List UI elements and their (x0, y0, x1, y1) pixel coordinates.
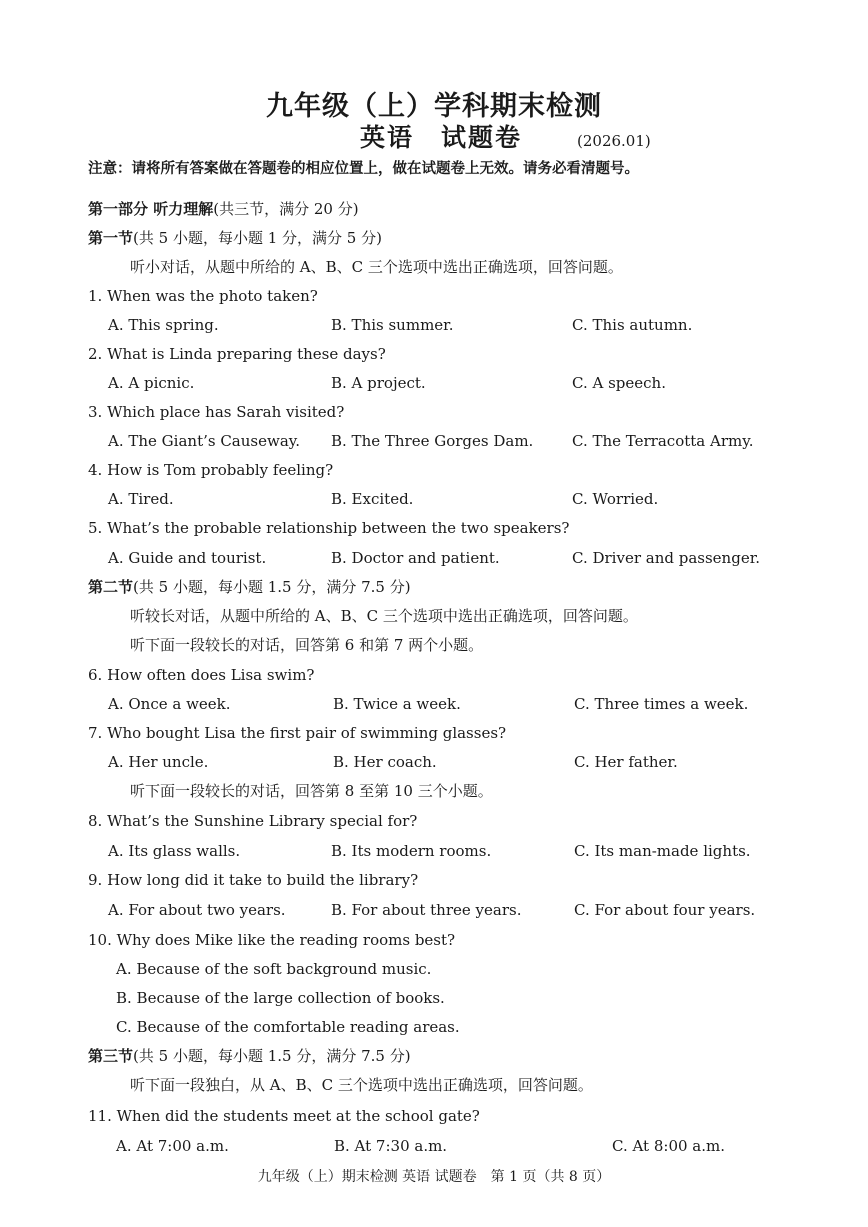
section3-heading-paren: (共 5 小题，每小题 1.5 分，满分 7.5 分) (133, 1047, 411, 1065)
question-2-option-a: A. A picnic. (108, 374, 195, 392)
question-5-option-a: A. Guide and tourist. (108, 549, 267, 567)
question-9-option-b: B. For about three years. (331, 901, 522, 919)
question-6-stem: 6. How often does Lisa swim? (88, 666, 315, 684)
question-6-option-c: C. Three times a week. (574, 695, 749, 713)
question-11-stem: 11. When did the students meet at the school gate? (88, 1107, 480, 1125)
question-10-stem: 10. Why does Mike like the reading rooms best? (88, 931, 456, 949)
section1-heading (88, 228, 848, 248)
section2-heading-text: 第二节 (88, 578, 134, 596)
question-4-option-a: A. Tired. (108, 490, 174, 508)
question-10-option-b: B. Because of the large collection of books. (116, 989, 445, 1007)
subtitle-row (360, 118, 820, 154)
question-7-option-a: A. Her uncle. (108, 753, 209, 771)
section3-heading (88, 1046, 848, 1066)
question-8-option-c: C. Its man-made lights. (574, 842, 751, 860)
section2-heading-paren: (共 5 小题，每小题 1.5 分，满分 7.5 分) (133, 578, 411, 596)
section2-heading (88, 577, 848, 597)
question-10-option-c: C. Because of the comfortable reading areas. (116, 1018, 460, 1036)
question-4-option-c: C. Worried. (572, 490, 659, 508)
question-10-option-a: A. Because of the soft background music. (116, 960, 432, 978)
question-8-option-a: A. Its glass walls. (108, 842, 241, 860)
question-3-option-c: C. The Terracotta Army. (572, 432, 754, 450)
question-5-option-b: B. Doctor and patient. (331, 549, 500, 567)
question-9-option-c: C. For about four years. (574, 901, 756, 919)
page-title: 九年级（上）学科期末检测 (266, 91, 602, 122)
question-1-option-b: B. This summer. (331, 316, 454, 334)
section1-instruction: 听小对话，从题中所给的 A、B、C 三个选项中选出正确选项，回答问题。 (130, 258, 623, 276)
section3-heading-text: 第三节 (88, 1047, 134, 1065)
question-4-option-b: B. Excited. (331, 490, 414, 508)
section2-dialog1-instruction: 听下面一段较长的对话，回答第 6 和第 7 两个小题。 (130, 636, 484, 654)
question-7-option-c: C. Her father. (574, 753, 678, 771)
question-6-option-a: A. Once a week. (108, 695, 231, 713)
part1-heading-text: 第一部分 听力理解 (88, 200, 214, 218)
question-1-option-c: C. This autumn. (572, 316, 693, 334)
part1-heading-paren: (共三节，满分 20 分) (213, 200, 359, 218)
question-5-stem: 5. What’s the probable relationship between the two speakers? (88, 519, 570, 537)
question-11-option-c: C. At 8:00 a.m. (612, 1137, 725, 1155)
section2-instruction: 听较长对话，从题中所给的 A、B、C 三个选项中选出正确选项，回答问题。 (130, 607, 638, 625)
question-1-stem: 1. When was the photo taken? (88, 287, 318, 305)
question-3-stem: 3. Which place has Sarah visited? (88, 403, 345, 421)
section1-heading-paren: (共 5 小题，每小题 1 分，满分 5 分) (133, 229, 382, 247)
question-1-option-a: A. This spring. (108, 316, 219, 334)
question-8-stem: 8. What’s the Sunshine Library special for? (88, 812, 418, 830)
question-2-stem: 2. What is Linda preparing these days? (88, 345, 386, 363)
section3-instruction: 听下面一段独白，从 A、B、C 三个选项中选出正确选项，回答问题。 (130, 1076, 593, 1094)
exam-notice: 注意：请将所有答案做在答题卷的相应位置上，做在试题卷上无效。请务必看清题号。 (88, 160, 639, 177)
question-9-stem: 9. How long did it take to build the library? (88, 871, 419, 889)
question-7-option-b: B. Her coach. (333, 753, 437, 771)
question-9-option-a: A. For about two years. (108, 901, 286, 919)
page-subtitle: 英语 试题卷 (360, 123, 523, 152)
question-4-stem: 4. How is Tom probably feeling? (88, 461, 334, 479)
part1-heading (88, 199, 848, 219)
question-8-option-b: B. Its modern rooms. (331, 842, 492, 860)
exam-date: (2026.01) (577, 132, 651, 150)
section1-heading-text: 第一节 (88, 229, 134, 247)
question-6-option-b: B. Twice a week. (333, 695, 461, 713)
question-7-stem: 7. Who bought Lisa the first pair of swimming glasses? (88, 724, 507, 742)
question-3-option-a: A. The Giant’s Causeway. (108, 432, 301, 450)
question-5-option-c: C. Driver and passenger. (572, 549, 760, 567)
question-2-option-c: C. A speech. (572, 374, 666, 392)
page-footer: 九年级（上）期末检测 英语 试题卷 第 1 页（共 8 页） (257, 1169, 611, 1185)
section2-dialog2-instruction: 听下面一段较长的对话，回答第 8 至第 10 三个小题。 (130, 782, 493, 800)
question-11-option-b: B. At 7:30 a.m. (334, 1137, 448, 1155)
question-2-option-b: B. A project. (331, 374, 426, 392)
question-3-option-b: B. The Three Gorges Dam. (331, 432, 534, 450)
question-11-option-a: A. At 7:00 a.m. (116, 1137, 229, 1155)
